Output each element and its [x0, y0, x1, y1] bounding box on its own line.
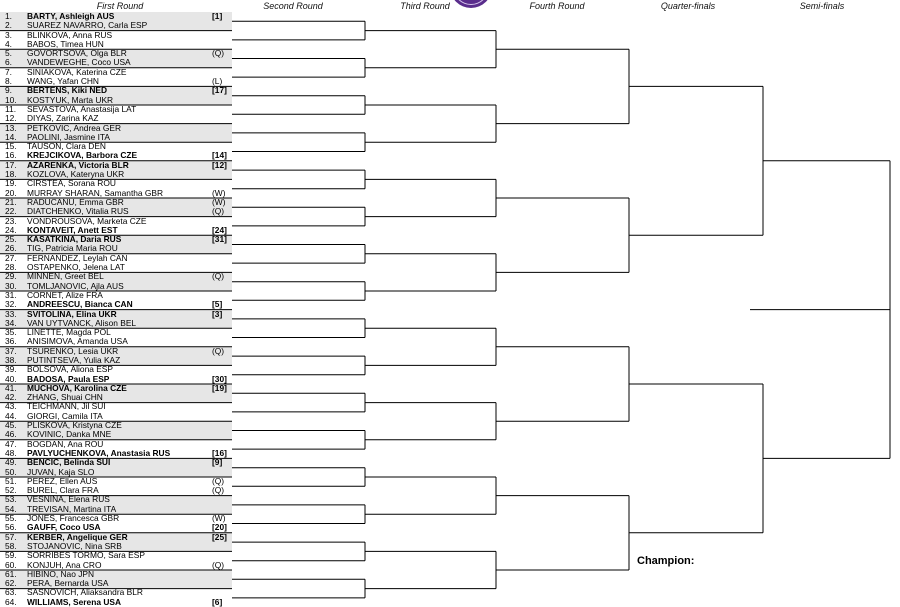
draw-position: 33.	[5, 308, 17, 319]
draw-position: 15.	[5, 141, 17, 152]
draw-position: 5.	[5, 48, 12, 59]
header-quarter-finals: Quarter-finals	[660, 1, 716, 11]
draw-position: 59.	[5, 550, 17, 561]
draw-position: 22.	[5, 206, 17, 217]
draw-position: 28.	[5, 262, 17, 273]
draw-position: 24.	[5, 224, 17, 235]
seed-tag: [5]	[212, 299, 223, 310]
draw-position: 31.	[5, 289, 17, 300]
player-name: BENCIC, Belinda SUI	[27, 457, 111, 468]
seed-tag: [16]	[212, 447, 227, 458]
player-name: JUVAN, Kaja SLO	[27, 466, 95, 477]
seed-tag: (Q)	[212, 206, 225, 217]
header-first-round: First Round	[96, 1, 144, 11]
draw-position: 23.	[5, 215, 17, 226]
draw-position: 18.	[5, 169, 17, 180]
draw-position: 7.	[5, 66, 12, 77]
draw-position: 27.	[5, 252, 17, 263]
player-name: SVITOLINA, Elina UKR	[27, 308, 117, 319]
player-name: FERNANDEZ, Leylah CAN	[27, 252, 128, 263]
player-name: DIATCHENKO, Vitalia RUS	[27, 206, 129, 217]
draw-position: 3.	[5, 29, 12, 40]
draw-position: 13.	[5, 122, 17, 133]
champion-label: Champion:	[637, 555, 695, 567]
draw-position: 41.	[5, 382, 17, 393]
player-name: KOZLOVA, Kateryna UKR	[27, 169, 125, 180]
player-name: GIORGI, Camila ITA	[27, 410, 103, 421]
player-name: PAVLYUCHENKOVA, Anastasia RUS	[27, 447, 171, 458]
seed-tag: [3]	[212, 308, 223, 319]
player-name: CORNET, Alize FRA	[27, 289, 103, 300]
seed-tag: [31]	[212, 234, 227, 245]
player-name: KOSTYUK, Marta UKR	[27, 94, 114, 105]
player-name: RADUCANU, Emma GBR	[27, 196, 124, 207]
draw-position: 64.	[5, 596, 17, 607]
header-second-round: Second Round	[263, 1, 323, 11]
player-name: ZHANG, Shuai CHN	[27, 392, 103, 403]
player-name: PLISKOVA, Kristyna CZE	[27, 420, 122, 431]
seed-tag: [20]	[212, 522, 227, 533]
seed-tag: [24]	[212, 224, 227, 235]
draw-position: 58.	[5, 540, 17, 551]
player-name: AZARENKA, Victoria BLR	[27, 159, 129, 170]
seed-tag: [9]	[212, 457, 223, 468]
seed-tag: (L)	[212, 76, 223, 87]
seed-tag: [30]	[212, 373, 227, 384]
player-name: MUCHOVA, Karolina CZE	[27, 382, 127, 393]
player-name: MURRAY SHARAN, Samantha GBR	[27, 187, 164, 198]
player-name: VAN UYTVANCK, Alison BEL	[27, 317, 137, 328]
draw-position: 57.	[5, 531, 17, 542]
draw-position: 54.	[5, 503, 17, 514]
seed-tag: [12]	[212, 159, 227, 170]
draw-position: 34.	[5, 317, 17, 328]
seed-tag: (W)	[212, 196, 226, 207]
draw-position: 60.	[5, 559, 17, 570]
draw-position: 55.	[5, 513, 17, 524]
draw-position: 16.	[5, 150, 17, 161]
draw-position: 6.	[5, 57, 12, 68]
player-name: ANISIMOVA, Amanda USA	[27, 336, 128, 347]
player-name: KASATKINA, Daria RUS	[27, 234, 122, 245]
player-name: JONES, Francesca GBR	[27, 513, 120, 524]
player-name: GOVORTSOVA, Olga BLR	[27, 48, 127, 59]
draw-position: 8.	[5, 76, 12, 87]
seed-tag: (Q)	[212, 48, 225, 59]
draw-position: 37.	[5, 345, 17, 356]
seed-tag: [14]	[212, 150, 227, 161]
player-name: SEVASTOVA, Anastasija LAT	[27, 103, 137, 114]
draw-position: 38.	[5, 354, 17, 365]
draw-position: 32.	[5, 299, 17, 310]
player-name: TIG, Patricia Maria ROU	[27, 243, 118, 254]
player-name: BARTY, Ashleigh AUS	[27, 11, 115, 21]
player-name: SORRIBES TORMO, Sara ESP	[27, 550, 145, 561]
player-name: PETKOVIC, Andrea GER	[27, 122, 122, 133]
player-name: BUREL, Clara FRA	[27, 485, 99, 496]
player-name: BLINKOVA, Anna RUS	[27, 29, 113, 40]
player-name: OSTAPENKO, Jelena LAT	[27, 262, 125, 273]
draw-position: 61.	[5, 568, 17, 579]
header-fourth-round: Fourth Round	[529, 1, 585, 11]
draw-position: 26.	[5, 243, 17, 254]
player-name: BOGDAN, Ana ROU	[27, 438, 104, 449]
seed-tag: [19]	[212, 382, 227, 393]
draw-position: 12.	[5, 113, 17, 124]
player-name: BABOS, Timea HUN	[27, 38, 104, 49]
header-third-round: Third Round	[400, 1, 450, 11]
draw-position: 43.	[5, 401, 17, 412]
seed-tag: (Q)	[212, 271, 225, 282]
draw-position: 9.	[5, 85, 12, 96]
draw-position: 56.	[5, 522, 17, 533]
player-name: ANDREESCU, Bianca CAN	[27, 299, 133, 310]
draw-position: 47.	[5, 438, 17, 449]
draw-position: 14.	[5, 131, 17, 142]
player-name: KONTAVEIT, Anett EST	[27, 224, 118, 235]
player-name: KREJCIKOVA, Barbora CZE	[27, 150, 138, 161]
player-name: KOVINIC, Danka MNE	[27, 429, 112, 440]
seed-tag: (W)	[212, 513, 226, 524]
player-name: VESNINA, Elena RUS	[27, 494, 110, 505]
draw-position: 35.	[5, 327, 17, 338]
draw-position: 4.	[5, 38, 12, 49]
player-name: SUAREZ NAVARRO, Carla ESP	[27, 20, 148, 31]
draw-position: 39.	[5, 364, 17, 375]
seed-tag: [25]	[212, 531, 227, 542]
player-name: STOJANOVIC, Nina SRB	[27, 540, 122, 551]
draw-position: 53.	[5, 494, 17, 505]
player-name: VONDROUSOVA, Marketa CZE	[27, 215, 147, 226]
draw-position: 44.	[5, 410, 17, 421]
draw-position: 42.	[5, 392, 17, 403]
player-name: BOLSOVA, Aliona ESP	[27, 364, 113, 375]
player-name: KERBER, Angelique GER	[27, 531, 128, 542]
seed-tag: [6]	[212, 596, 223, 607]
player-name: SASNOVICH, Aliaksandra BLR	[27, 587, 143, 598]
player-name: SINIAKOVA, Katerina CZE	[27, 66, 127, 77]
draw-position: 30.	[5, 280, 17, 291]
draw-position: 49.	[5, 457, 17, 468]
seed-tag: [17]	[212, 85, 227, 96]
player-name: KONJUH, Ana CRO	[27, 559, 102, 570]
player-name: CIRSTEA, Sorana ROU	[27, 178, 116, 189]
draw-position: 20.	[5, 187, 17, 198]
player-name: TAUSON, Clara DEN	[27, 141, 106, 152]
player-name: WILLIAMS, Serena USA	[27, 596, 121, 607]
draw-position: 48.	[5, 447, 17, 458]
player-name: MINNEN, Greet BEL	[27, 271, 104, 282]
draw-position: 19.	[5, 178, 17, 189]
draw-position: 62.	[5, 578, 17, 589]
draw-position: 10.	[5, 94, 17, 105]
draw-position: 2.	[5, 20, 12, 31]
player-name: VANDEWEGHE, Coco USA	[27, 57, 131, 68]
draw-position: 40.	[5, 373, 17, 384]
player-name: GAUFF, Coco USA	[27, 522, 101, 533]
player-name: TOMLJANOVIC, Ajla AUS	[27, 280, 124, 291]
player-name: PERA, Bernarda USA	[27, 578, 109, 589]
player-name: TREVISAN, Martina ITA	[27, 503, 117, 514]
player-name: PEREZ, Ellen AUS	[27, 475, 98, 486]
seed-tag: (Q)	[212, 475, 225, 486]
draw-position: 21.	[5, 196, 17, 207]
header-semi-finals: Semi-finals	[799, 1, 845, 11]
player-name: BERTENS, Kiki NED	[27, 85, 108, 96]
draw-position: 52.	[5, 485, 17, 496]
player-name: DIYAS, Zarina KAZ	[27, 113, 99, 124]
draw-position: 1.	[5, 11, 12, 21]
player-name: TSURENKO, Lesia UKR	[27, 345, 119, 356]
draw-position: 29.	[5, 271, 17, 282]
player-name: PAOLINI, Jasmine ITA	[27, 131, 110, 142]
seed-tag: (W)	[212, 187, 226, 198]
draw-position: 46.	[5, 429, 17, 440]
draw-position: 17.	[5, 159, 17, 170]
draw-position: 51.	[5, 475, 17, 486]
seed-tag: (Q)	[212, 345, 225, 356]
draw-position: 25.	[5, 234, 17, 245]
draw-position: 45.	[5, 420, 17, 431]
draw-position: 63.	[5, 587, 17, 598]
draw-position: 36.	[5, 336, 17, 347]
seed-tag: [1]	[212, 11, 223, 21]
seed-tag: (Q)	[212, 485, 225, 496]
player-name: LINETTE, Magda POL	[27, 327, 111, 338]
seed-tag: (Q)	[212, 559, 225, 570]
player-name: TEICHMANN, Jil SUI	[27, 401, 106, 412]
player-name: HIBINO, Nao JPN	[27, 568, 95, 579]
draw-position: 50.	[5, 466, 17, 477]
draw-position: 11.	[5, 103, 17, 114]
player-name: BADOSA, Paula ESP	[27, 373, 110, 384]
player-name: WANG, Yafan CHN	[27, 76, 99, 87]
player-name: PUTINTSEVA, Yulia KAZ	[27, 354, 121, 365]
